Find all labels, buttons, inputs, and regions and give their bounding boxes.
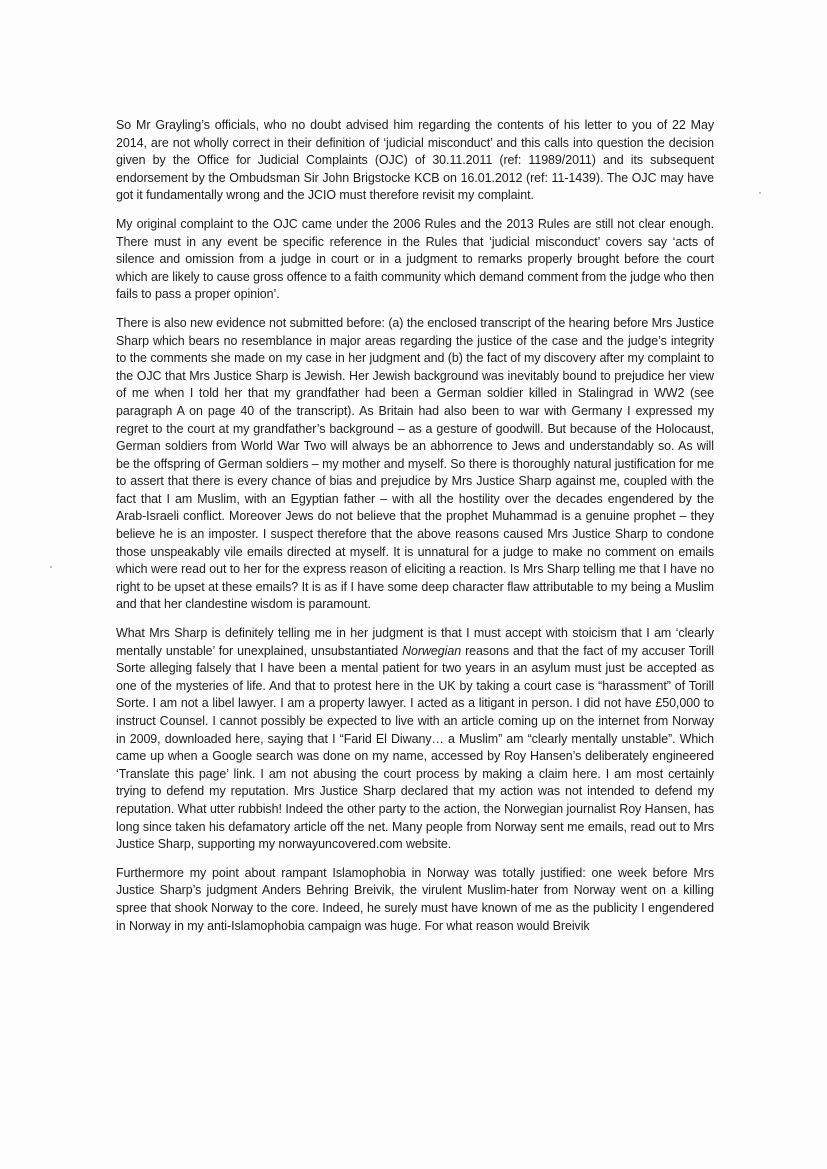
scan-speck xyxy=(759,192,761,194)
paragraph-judgment-stoicism xyxy=(116,625,714,854)
paragraph-text-before: What Mrs Sharp is definitely telling me in her judgment is that I must accept with stoicism that I am ‘clearly mentally unstable’ for unexplained, unsubstantiated xyxy=(116,626,714,658)
paragraph-original-complaint: My original complaint to the OJC came under the 2006 Rules and the 2013 Rules are still not clear enough. There must in any event be specific reference in the Rules that ‘judicial misconduct’ covers say ‘acts of silence and omission from a judge in court or in a judgment to remarks properly brought before the court which are likely to cause gross offence to a faith community which demand comment from the judge who then fails to pass a proper opinion’. xyxy=(116,216,714,302)
scan-speck xyxy=(50,566,52,568)
paragraph-new-evidence: There is also new evidence not submitted before: (a) the enclosed transcript of the hearing before Mrs Justice Sharp which bears no resemblance in major areas regarding the justice of the case and the judge’s integrity to the comments she made on my case in her judgment and (b) the fact of my discovery after my complaint to the OJC that Mrs Justice Sharp is Jewish. Her Jewish background was inevitably bound to prejudice her view of me when I told her that my grandfather had been a German soldier killed in Stalingrad in WW2 (see paragraph A on page 40 of the transcript). As Britain had also been to war with Germany I expressed my regret to the court at my grandfather’s background – as a gesture of goodwill. But because of the Holocaust, German soldiers from World War Two will always be an abhorrence to Jews and understandably so. As will be the offspring of German soldiers – my mother and myself. So there is thoroughly natural justification for me to assert that there is every chance of bias and prejudice by Mrs Justice Sharp against me, coupled with the fact that I am Muslim, with an Egyptian father – with all the hostility over the decades engendered by the Arab-Israeli conflict. Moreover Jews do not believe that the prophet Muhammad is a genuine prophet – they believe he is an imposter. I suspect therefore that the above reasons caused Mrs Justice Sharp to condone those unspeakably vile emails directed at myself. It is unnatural for a judge to make no comment on emails which were read out to her for the express reason of eliciting a reaction. Is Mrs Sharp telling me that I have no right to be upset at these emails? It is as if I have some deep character flaw attributable to my being a Muslim and that her clandestine wisdom is paramount. xyxy=(116,315,714,612)
paragraph-text-after: reasons and that the fact of my accuser Torill Sorte alleging falsely that I have been a mental patient for two years in an asylum must just be accepted as one of the mysteries of life. And that to protest here in the UK by taking a court case is “harassment” of Torill Sorte. I am not a libel lawyer. I am a property lawyer. I acted as a litigant in person. I did not have £50,000 to instruct Counsel. I cannot possibly be expected to live with an article coming up on the internet from Norway in 2009, downloaded here, saying that I “Farid El Diwany… a Muslim” am “clearly mentally unstable”. Which came up when a Google search was done on my name, accessed by Roy Hansen’s deliberately engineered ‘Translate this page’ link. I am not abusing the court process by making a claim here. I am most certainly trying to defend my reputation. Mrs Justice Sharp declared that my action was not intended to defend my reputation. What utter rubbish! Indeed the other party to the action, the Norwegian journalist Roy Hansen, has long since taken his defamatory article off the net. Many people from Norway sent me emails, read out to Mrs Justice Sharp, supporting my norwayuncovered.com website. xyxy=(116,643,714,852)
paragraph-islamophobia: Furthermore my point about rampant Islamophobia in Norway was totally justified: one week before Mrs Justice Sharp’s judgment Anders Behring Breivik, the virulent Muslim-hater from Norway went on a killing spree that shook Norway to the core. Indeed, he surely must have known of me as the publicity I engendered in Norway in my anti-Islamophobia campaign was huge. For what reason would Breivik xyxy=(116,865,714,933)
emphasis-norwegian: Norwegian xyxy=(402,643,462,658)
paragraph-ojc-definition: So Mr Grayling’s officials, who no doubt advised him regarding the contents of his letter to you of 22 May 2014, are not wholly correct in their definition of ‘judicial misconduct’ and this calls into question the decision given by the Office for Judicial Complaints (OJC) of 30.11.2011 (ref: 11989/2011) and its subsequent endorsement by the Ombudsman Sir John Brigstocke KCB on 16.01.2012 (ref: 11-1439). The OJC may have got it fundamentally wrong and the JCIO must therefore revisit my complaint. xyxy=(116,118,714,203)
letter-body xyxy=(116,117,714,947)
